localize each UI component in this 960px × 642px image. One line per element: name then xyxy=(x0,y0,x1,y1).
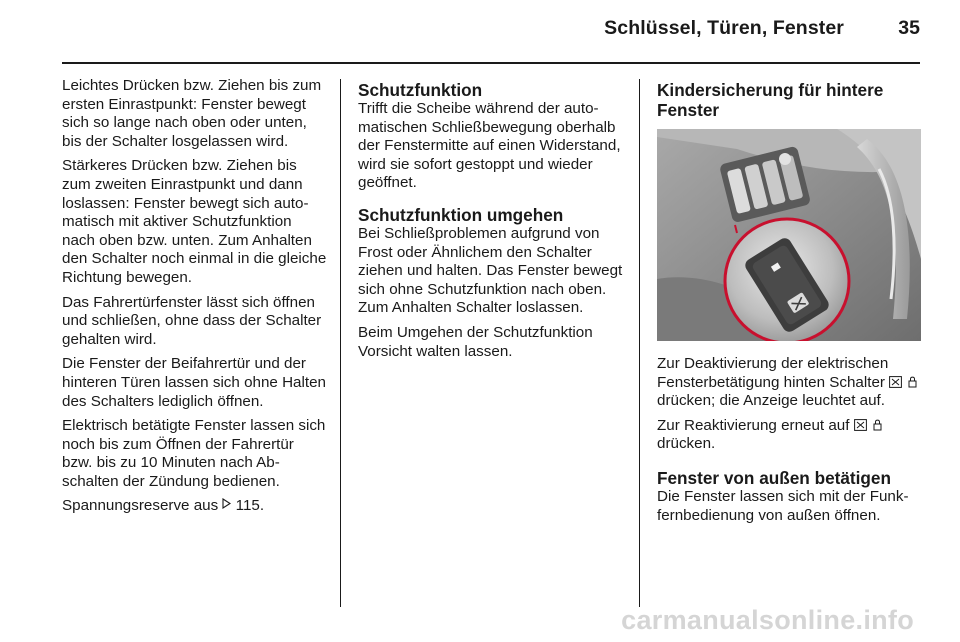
child-lock-icon xyxy=(906,375,919,387)
column-divider-2 xyxy=(639,79,640,607)
column-3 xyxy=(657,80,921,531)
section-heading: Fenster von außen betätigen xyxy=(657,467,891,488)
page-number: 35 xyxy=(898,17,920,39)
paragraph: Beim Umgehen der Schutzfunktion Vorsicht walten lassen. xyxy=(358,323,593,360)
paragraph: Die Fenster lassen sich mit der Funkfernbedienung von außen öffnen. xyxy=(657,487,909,524)
watermark: carmanualsonline.info xyxy=(621,605,914,635)
child-lock-window-icon xyxy=(854,418,867,430)
paragraph: Zur Deaktivierung der elektrischen Fensterbetätigung hinten Schalter drücken; die Anzeige leuchtet auf. xyxy=(657,355,921,411)
child-lock-window-icon xyxy=(889,375,902,387)
column-2 xyxy=(358,80,628,367)
paragraph: Elektrisch betätigte Fenster lassen sich noch bis zum Öffnen der Fahrertür bzw. bis zu 10 Minuten nach Abschalten der Zündung bedienen. xyxy=(62,417,326,490)
paragraph: Die Fenster der Beifahrertür und der hinteren Türen lassen sich ohne Halten des Schalters lediglich öffnen. xyxy=(62,355,326,410)
column-divider-1 xyxy=(340,79,341,607)
paragraph: Stärkeres Drücken bzw. Ziehen bis zum zweiten Einrastpunkt und dann loslassen: Fenster bewegt sich automatisch mit aktiver Schutzfunktion nach oben bzw. unten. Zum Anhalten den Schalter noch einmal in die gleiche Richtung bewegen. xyxy=(62,157,327,286)
paragraph: Trifft die Scheibe während der automatischen Schließbewegung oberhalb der Fenstermitte auf einen Widerstand, wird sie sofort gestoppt und wieder geöffnet. xyxy=(358,100,621,192)
paragraph: Bei Schließproblemen aufgrund von Frost oder Ähnlichem den Schalter ziehen und halten. Das Fenster bewegt sich ohne Schutzfunktion nach oben. Zum Anhalten Schalter loslassen. xyxy=(358,224,623,317)
header-rule xyxy=(62,62,920,64)
reference-page-link[interactable]: 115. xyxy=(235,497,265,515)
arrow-right-outline-icon xyxy=(222,497,231,516)
child-lock-icon xyxy=(871,418,884,430)
column-1 xyxy=(62,77,328,522)
paragraph: Zur Reaktivierung erneut auf drücken. xyxy=(657,417,921,454)
paragraph: Leichtes Drücken bzw. Ziehen bis zum ersten Einrastpunkt: Fenster bewegt sich so lange nach oben oder unten, bis der Schalter losgelassen wird. xyxy=(62,77,322,150)
door-switch-photo xyxy=(657,129,921,341)
page-header xyxy=(0,0,960,66)
section-heading: Schutzfunktion umgehen xyxy=(358,204,564,225)
section-heading: Schutzfunktion xyxy=(358,80,483,100)
section-heading: Kindersicherung für hintere Fenster xyxy=(657,80,884,120)
paragraph-cross-reference xyxy=(62,497,328,516)
paragraph: Das Fahrertürfenster lässt sich öffnen und schließen, ohne dass der Schalter gehalten wird. xyxy=(62,293,322,348)
reference-text: Spannungsreserve aus xyxy=(62,497,219,515)
chapter-title: Schlüssel, Türen, Fenster xyxy=(604,17,844,39)
